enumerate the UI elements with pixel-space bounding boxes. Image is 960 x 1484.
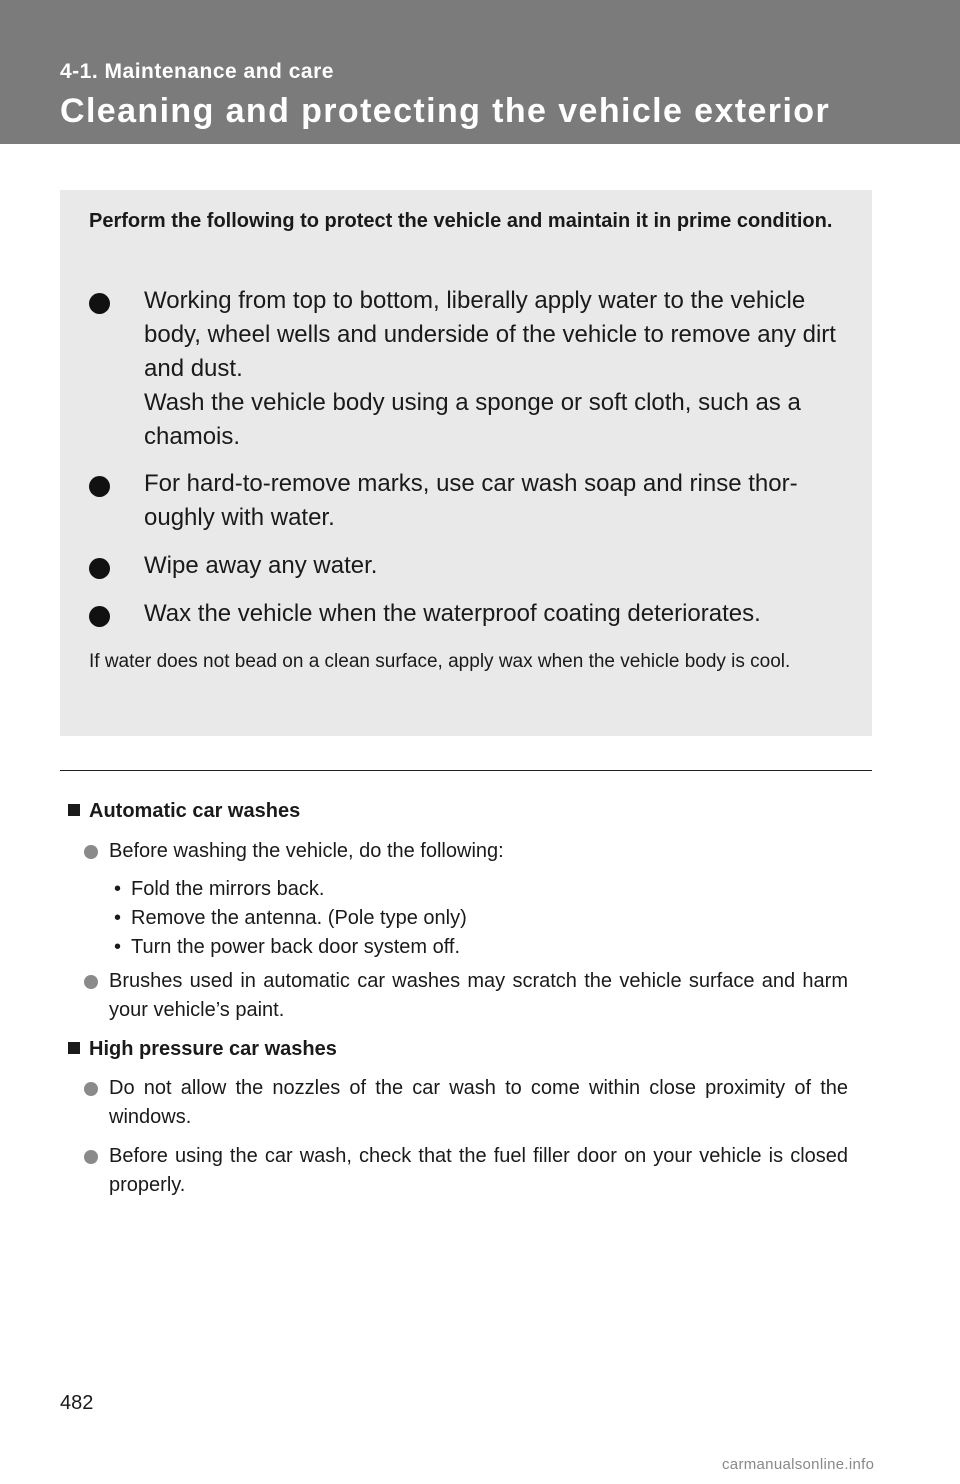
bullet-icon [84, 1150, 98, 1164]
dot-bullet-icon: • [114, 907, 122, 929]
list-item-text: Before using the car wash, check that the fuel filler door on your vehicle is closed properly. [109, 1145, 848, 1196]
procedure-box [60, 190, 872, 736]
dot-bullet-icon: • [114, 936, 122, 958]
section-heading-text: Automatic car washes [89, 800, 301, 822]
bullet-icon [89, 293, 110, 314]
procedure-note: If water does not bead on a clean surface, apply wax when the vehicle body is cool. [89, 651, 791, 672]
bullet-icon [84, 1082, 98, 1096]
list-item-text: Before washing the vehicle, do the following: [109, 840, 504, 862]
procedure-step-text: Working from top to bottom, liberally apply water to the vehicle body, wheel wells and underside of the vehicle to remove any dirt and dust. [144, 287, 836, 382]
bullet-icon [84, 975, 98, 989]
procedure-step-text: Wax the vehicle when the waterproof coating deteriorates. [144, 600, 761, 627]
watermark: carmanualsonline.info [722, 1456, 875, 1473]
procedure-step-text: Wipe away any water. [144, 552, 378, 579]
square-bullet-icon [68, 804, 80, 816]
chapter-header-band [0, 0, 960, 144]
square-bullet-icon [68, 1042, 80, 1054]
section-divider [60, 770, 872, 771]
sub-list-item-text: Remove the antenna. (Pole type only) [131, 907, 467, 929]
list-item-text: Do not allow the nozzles of the car wash to come within close proximity of the windows. [109, 1077, 848, 1128]
section-heading-text: High pressure car washes [89, 1038, 337, 1060]
procedure-intro: Perform the following to protect the vehicle and maintain it in prime condition. [89, 210, 833, 232]
list-item-text: Brushes used in automatic car washes may scratch the vehicle surface and harm your vehicle’s paint. [109, 970, 848, 1021]
section-label: 4-1. Maintenance and care [60, 60, 334, 83]
sub-list-item [114, 904, 814, 933]
sub-list-item [114, 933, 814, 962]
sub-list-item-text: Fold the mirrors back. [131, 878, 325, 900]
page-number: 482 [60, 1392, 94, 1414]
procedure-step-subtext: Wash the vehicle body using a sponge or soft cloth, such as a chamois. [144, 389, 801, 450]
bullet-icon [84, 845, 98, 859]
sub-list-item-text: Turn the power back door system off. [131, 936, 461, 958]
procedure-step-text: For hard-to-remove marks, use car wash soap and rinse thor-oughly with water. [144, 470, 798, 531]
dot-bullet-icon: • [114, 878, 122, 900]
section-heading [68, 798, 300, 824]
bullet-icon [89, 476, 110, 497]
section-heading [68, 1036, 337, 1062]
sub-list-item [114, 875, 814, 904]
bullet-icon [89, 606, 110, 627]
page-title: Cleaning and protecting the vehicle exterior [60, 92, 831, 130]
bullet-icon [89, 558, 110, 579]
